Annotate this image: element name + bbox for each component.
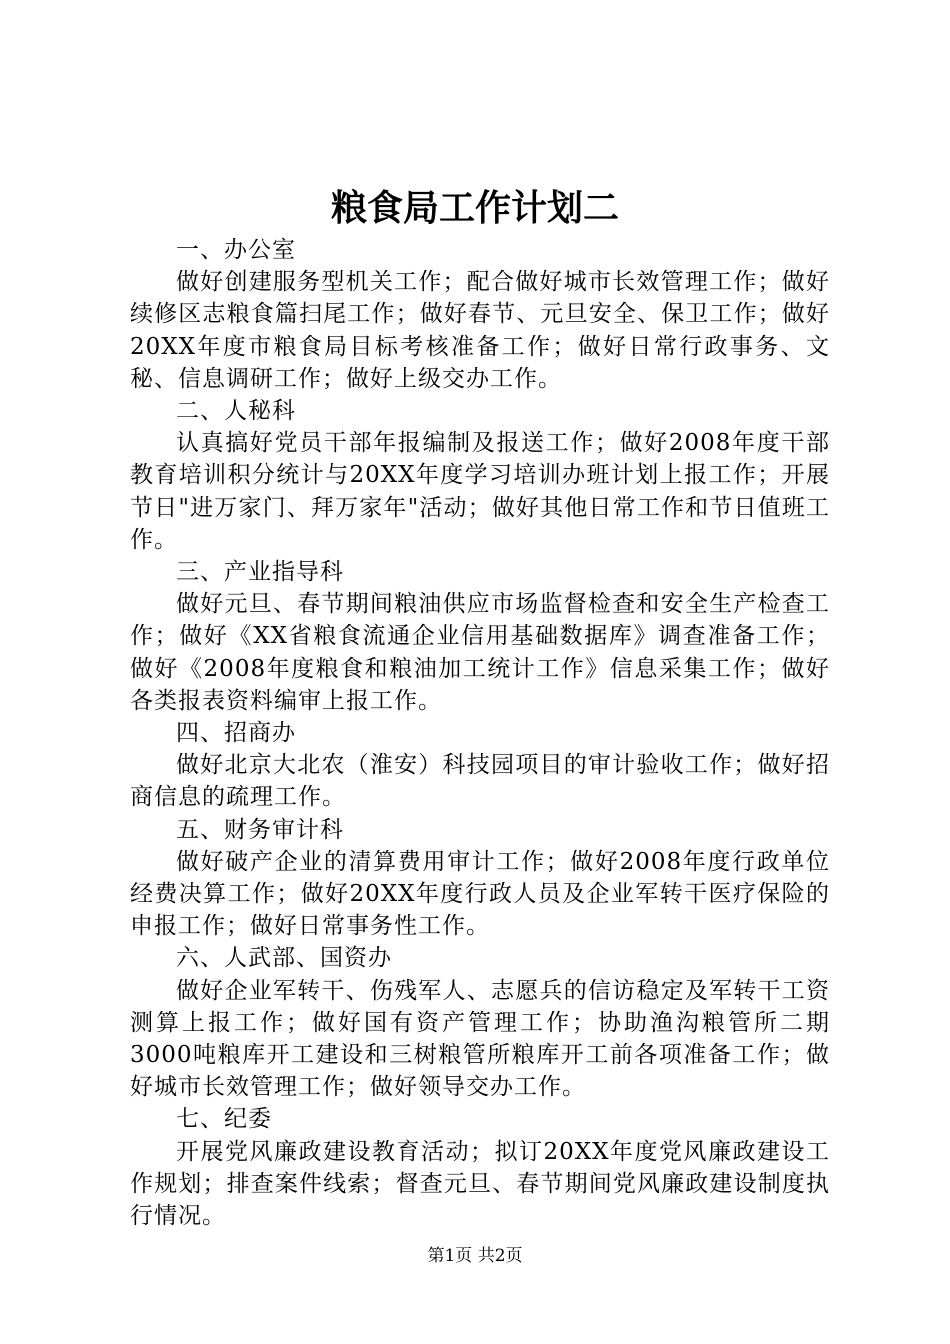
section-paragraph: 做好元旦、春节期间粮油供应市场监督检查和安全生产检查工作；做好《XX省粮食流通企业信用基础数据库》调查准备工作；做好《2008年度粮食和粮油加工统计工作》信息采集工作；做好各类报表资料编审上报工作。: [130, 591, 830, 714]
section-personnel: [130, 395, 830, 556]
section-heading: 六、人武部、国资办: [176, 945, 392, 972]
section-heading: 五、财务审计科: [176, 816, 344, 843]
section-heading: 一、办公室: [176, 237, 296, 263]
section-heading: 三、产业指导科: [176, 559, 344, 586]
section-armed-forces-assets: [130, 942, 830, 1103]
section-discipline: [130, 1103, 830, 1232]
section-heading: 七、纪委: [176, 1106, 272, 1133]
section-paragraph: 认真搞好党员干部年报编制及报送工作；做好2008年度干部教育培训积分统计与20XX年度学习培训办班计划上报工作；开展节日"进万家门、拜万家年"活动；做好其他日常工作和节日值班工作。: [130, 430, 830, 553]
section-industry-guidance: [130, 556, 830, 717]
section-heading: 二、人秘科: [176, 398, 296, 425]
section-paragraph: 做好企业军转干、伤残军人、志愿兵的信访稳定及军转干工资测算上报工作；做好国有资产管理工作；协助渔沟粮管所二期3000吨粮库开工建设和三树粮管所粮库开工前各项准备工作；做好城市长效管理工作；做好领导交办工作。: [130, 977, 830, 1101]
section-finance-audit: [130, 814, 830, 943]
document-body: [130, 234, 830, 1232]
document-title: 粮食局工作计划二: [330, 187, 619, 229]
section-investment: [130, 717, 830, 814]
section-heading: 四、招商办: [176, 720, 296, 747]
section-office: [130, 234, 830, 395]
section-paragraph: 做好创建服务型机关工作；配合做好城市长效管理工作；做好续修区志粮食篇扫尾工作；做好春节、元旦安全、保卫工作；做好20XX年度市粮食局目标考核准备工作；做好日常行政事务、文秘、信息调研工作；做好上级交办工作。: [130, 269, 830, 392]
section-paragraph: 做好破产企业的清算费用审计工作；做好2008年度行政单位经费决算工作；做好20XX年度行政人员及企业军转干医疗保险的申报工作；做好日常事务性工作。: [130, 848, 830, 940]
page-footer: 第1页 共2页: [427, 1246, 523, 1266]
section-paragraph: 做好北京大北农（淮安）科技园项目的审计验收工作；做好招商信息的疏理工作。: [130, 752, 830, 811]
section-paragraph: 开展党风廉政建设教育活动；拟订20XX年度党风廉政建设工作规划；排查案件线索；督查元旦、春节期间党风廉政建设制度执行情况。: [130, 1138, 830, 1230]
